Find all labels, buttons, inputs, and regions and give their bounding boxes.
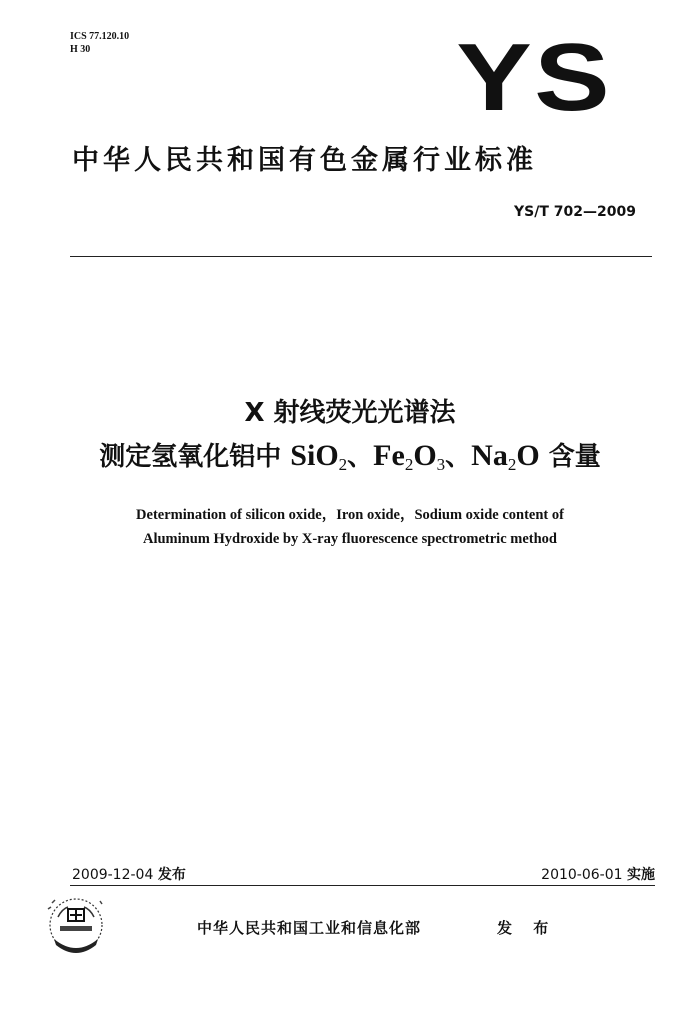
formula-sio-text: SiO <box>290 439 339 472</box>
english-title-line-1: Determination of silicon oxide，Iron oxide，Sodium oxide content of <box>136 507 564 523</box>
formula-na-o-text: O <box>516 439 540 472</box>
ics-code: ICS 77.120.10 <box>70 31 130 42</box>
formula-o-text: O <box>413 439 437 472</box>
implement-date: 2010-06-01 <box>541 867 623 883</box>
ccs-code: H 30 <box>70 44 91 55</box>
standard-number: YS/T 702—2009 <box>514 204 636 220</box>
title-line-1: X 射线荧光光谱法 <box>244 398 456 428</box>
title-line-2 <box>0 436 700 475</box>
english-title-line-2: Aluminum Hydroxide by X-ray fluorescence spectrometric method <box>142 531 557 547</box>
formula-fe2o3 <box>373 439 445 472</box>
footer-divider <box>70 885 655 886</box>
formula-na-sub: 2 <box>507 455 517 474</box>
formula-sio-sub: 2 <box>338 455 348 474</box>
ys-logo: YS <box>456 24 612 131</box>
header-divider <box>70 256 652 257</box>
formula-sio2 <box>290 439 347 472</box>
classification-codes <box>70 30 129 56</box>
issue-date-block <box>72 864 186 884</box>
issuer-action: 发 布 <box>497 919 557 937</box>
issuing-authority: 中华人民共和国工业和信息化部 <box>197 919 422 937</box>
ministry-seal-icon <box>40 895 120 959</box>
implement-label: 实施 <box>627 867 655 883</box>
title-suffix: 含量 <box>539 442 601 472</box>
english-title <box>0 503 700 551</box>
issue-label: 发布 <box>157 867 186 883</box>
formula-o-sub: 3 <box>436 455 446 474</box>
organization-title: 中华人民共和国有色金属行业标准 <box>72 145 537 176</box>
implement-date-block <box>541 864 655 884</box>
formula-fe-text: Fe <box>373 439 405 472</box>
separator-1: 、 <box>347 442 374 472</box>
formula-na-text: Na <box>471 439 508 472</box>
title-prefix: 测定氢氧化铝中 <box>99 442 291 472</box>
separator-2: 、 <box>445 442 472 472</box>
formula-na2o <box>471 439 540 472</box>
issue-date: 2009-12-04 <box>72 867 154 883</box>
formula-fe-sub: 2 <box>404 455 414 474</box>
